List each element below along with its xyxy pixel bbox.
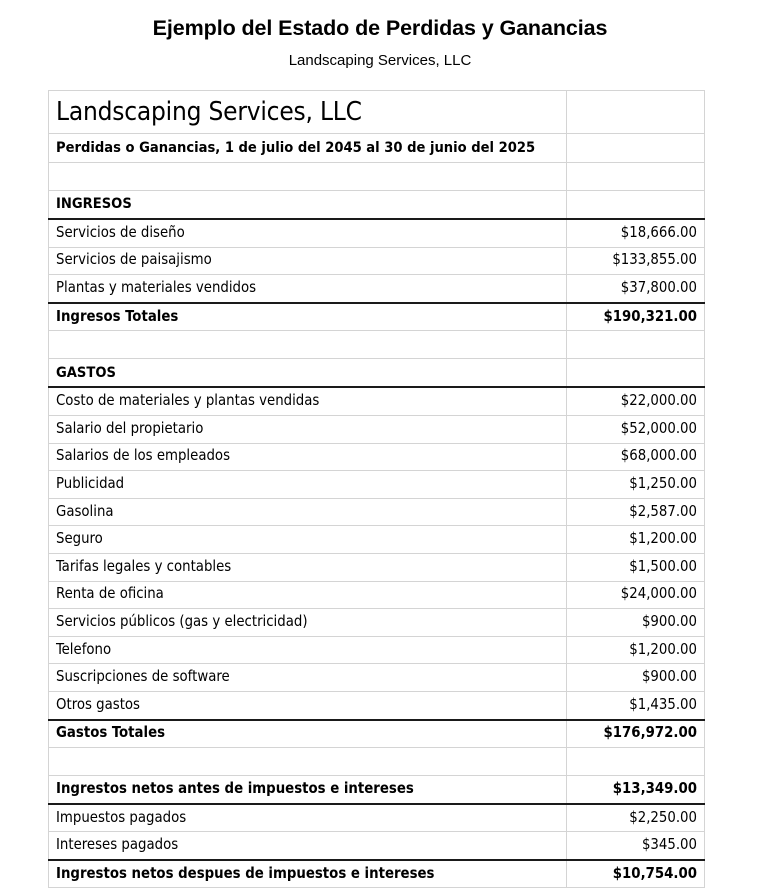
spacer-label-cell-2 <box>49 331 567 359</box>
line-item-amount: $68,000.00 <box>567 443 705 471</box>
table-row <box>49 832 705 860</box>
table-row <box>49 609 705 637</box>
table-row <box>49 636 705 664</box>
table-row-income-total <box>49 303 705 331</box>
spacer-value-cell-2 <box>567 331 705 359</box>
line-item-label: Salario del propietario <box>49 415 567 443</box>
line-item-label: Servicios públicos (gas y electricidad) <box>49 609 567 637</box>
table-row <box>49 219 705 247</box>
line-item-label: Otros gastos <box>49 691 567 719</box>
income-total-amount: $190,321.00 <box>567 303 705 331</box>
profit-loss-table-wrapper <box>48 90 704 888</box>
net-income-before-tax-amount: $13,349.00 <box>567 776 705 804</box>
line-item-amount: $37,800.00 <box>567 275 705 303</box>
table-row <box>49 498 705 526</box>
table-row-spacer-1 <box>49 163 705 191</box>
table-row <box>49 804 705 832</box>
net-income-after-tax-amount: $10,754.00 <box>567 860 705 888</box>
profit-loss-table-body <box>49 91 705 888</box>
table-row <box>49 387 705 415</box>
line-item-label: Servicios de paisajismo <box>49 247 567 275</box>
line-item-amount: $24,000.00 <box>567 581 705 609</box>
line-item-amount: $900.00 <box>567 609 705 637</box>
line-item-amount: $52,000.00 <box>567 415 705 443</box>
line-item-label: Tarifas legales y contables <box>49 553 567 581</box>
spacer-label-cell-3 <box>49 748 567 776</box>
section-heading-income-value <box>567 191 705 220</box>
table-row <box>49 247 705 275</box>
net-income-before-tax-label: Ingrestos netos antes de impuestos e intereses <box>49 776 567 804</box>
line-item-label: Servicios de diseño <box>49 219 567 247</box>
table-row-spacer-2 <box>49 331 705 359</box>
section-heading-expenses: GASTOS <box>49 359 567 388</box>
section-heading-income: INGRESOS <box>49 191 567 220</box>
line-item-amount: $18,666.00 <box>567 219 705 247</box>
line-item-amount: $1,250.00 <box>567 471 705 499</box>
line-item-amount: $22,000.00 <box>567 387 705 415</box>
line-item-label: Salarios de los empleados <box>49 443 567 471</box>
table-row <box>49 664 705 692</box>
table-row <box>49 275 705 303</box>
table-row-section-expenses <box>49 359 705 388</box>
line-item-label: Plantas y materiales vendidos <box>49 275 567 303</box>
line-item-amount: $133,855.00 <box>567 247 705 275</box>
line-item-amount: $900.00 <box>567 664 705 692</box>
page-subtitle: Landscaping Services, LLC <box>288 52 472 69</box>
spacer-label-cell-1 <box>49 163 567 191</box>
line-item-label: Publicidad <box>49 471 567 499</box>
table-row <box>49 526 705 554</box>
profit-loss-table <box>48 90 705 888</box>
income-total-label: Ingresos Totales <box>49 303 567 331</box>
line-item-label: Suscripciones de software <box>49 664 567 692</box>
table-row-expense-total <box>49 720 705 748</box>
net-income-after-tax-label: Ingrestos netos despues de impuestos e intereses <box>49 860 567 888</box>
line-item-label: Impuestos pagados <box>49 804 567 832</box>
table-row-spacer-3 <box>49 748 705 776</box>
line-item-amount: $1,200.00 <box>567 526 705 554</box>
spacer-value-cell-3 <box>567 748 705 776</box>
section-heading-expenses-value <box>567 359 705 388</box>
table-row <box>49 443 705 471</box>
table-row <box>49 553 705 581</box>
line-item-amount: $345.00 <box>567 832 705 860</box>
line-item-label: Costo de materiales y plantas vendidas <box>49 387 567 415</box>
table-row-company-name <box>49 91 705 134</box>
company-name-value-cell <box>567 91 705 134</box>
line-item-label: Gasolina <box>49 498 567 526</box>
line-item-label: Intereses pagados <box>49 832 567 860</box>
line-item-label: Telefono <box>49 636 567 664</box>
line-item-amount: $2,250.00 <box>567 804 705 832</box>
table-row-net-income-before-tax <box>49 776 705 804</box>
table-row-net-income-after-tax <box>49 860 705 888</box>
line-item-label: Seguro <box>49 526 567 554</box>
spacer-value-cell-1 <box>567 163 705 191</box>
period-cell: Perdidas o Ganancias, 1 de julio del 2045 al 30 de junio del 2025 <box>49 134 567 163</box>
line-item-amount: $1,200.00 <box>567 636 705 664</box>
table-row-period <box>49 134 705 163</box>
table-row <box>49 415 705 443</box>
line-item-amount: $2,587.00 <box>567 498 705 526</box>
expense-total-amount: $176,972.00 <box>567 720 705 748</box>
company-name-cell: Landscaping Services, LLC <box>49 91 567 134</box>
table-row <box>49 581 705 609</box>
page-title: Ejemplo del Estado de Perdidas y Ganancias <box>152 16 608 40</box>
line-item-label: Renta de oficina <box>49 581 567 609</box>
table-row <box>49 471 705 499</box>
expense-total-label: Gastos Totales <box>49 720 567 748</box>
table-row-section-income <box>49 191 705 220</box>
table-row <box>49 691 705 719</box>
period-value-cell <box>567 134 705 163</box>
line-item-amount: $1,435.00 <box>567 691 705 719</box>
line-item-amount: $1,500.00 <box>567 553 705 581</box>
